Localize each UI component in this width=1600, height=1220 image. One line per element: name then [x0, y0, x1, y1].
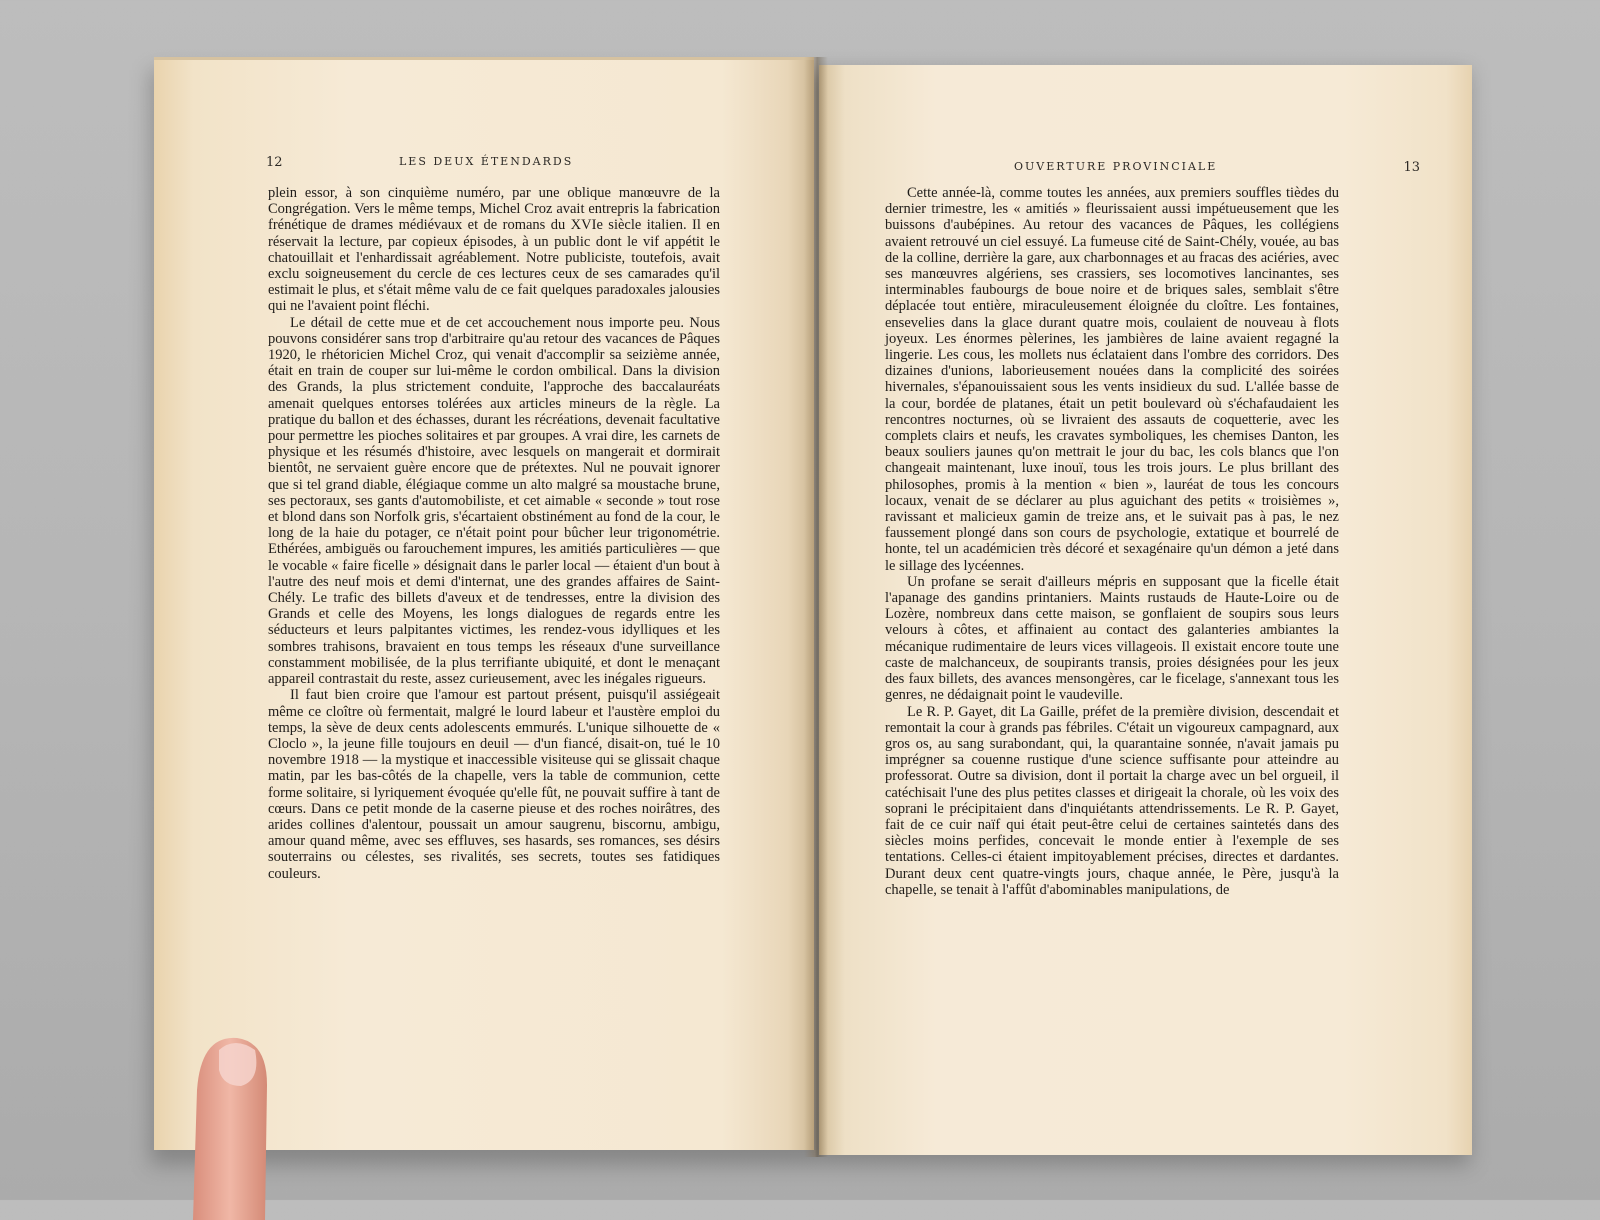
right-running-title: OUVERTURE PROVINCIALE — [1014, 160, 1218, 173]
open-book — [154, 57, 1472, 1152]
left-running-head — [154, 155, 814, 171]
right-page — [819, 65, 1472, 1155]
right-page-number: 13 — [1403, 160, 1420, 175]
book-gutter — [804, 57, 828, 1157]
paragraph: Le R. P. Gayet, dit La Gaille, préfet de la première division, descendait et remontait la cour à grands pas fébriles. C'était un vigoureux campagnard, aux gros os, au sang surabondant, qui, la quarantaine sonnée, n'avait jamais pu imprégner sa couenne rustique d'une science suffisante pour atteindre au professorat. Outre sa division, dont il portait la charge avec un bel orgueil, il catéchisait l'une des plus petites classes et dirigeait la chorale, où les voix des soprani le précipitaient dans d'inquiétants attendrissements. Le R. P. Gayet, fait de ce cuir naïf qui était peut-être celui de certaines saintetés dans des siècles moins perfides, concevait le monde entier à l'exemple de ses tentations. Celles-ci étaient impitoyablement précises, directes et dardantes. Durant deux cent quatre-vingts jours, chaque année, le Père, jusqu'à la chapelle, se tenait à l'affût d'abominables manipulations, de — [885, 703, 1339, 898]
paragraph: plein essor, à son cinquième numéro, par une oblique manœuvre de la Congrégation. Vers le même temps, Michel Croz avait entrepris la fabrication frénétique de drames médiévaux et de romans du XVIe siècle italien. Il en réservait la lecture, par copieux épisodes, à un public dont le vif appétit le chatouillait et l'enhardissait agréablement. Notre publiciste, toutefois, avait exclu soigneusement du cercle de ces lectures ceux de ses camarades qu'il estimait le plus, et s'était même valu de ce fait quelques paradoxales jalousies qui ne l'avaient point fléchi. — [268, 185, 720, 315]
left-text-block — [268, 185, 720, 882]
paragraph: Cette année-là, comme toutes les années, aux premiers souffles tièdes du dernier trimestre, les « amitiés » fleurissaient aussi impétueusement que les buissons d'aubépines. Au retour des vacances de Pâques, les collégiens avaient retrouvé un ciel essuyé. La fumeuse cité de Saint-Chély, vouée, au bas de la colline, derrière la gare, aux charbonnages et au fracas des aciéries, avec ses manœuvres algériens, ses crassiers, ses locomotives lancinantes, ses interminables faubourgs de boue noire et de briques sales, semblait s'être déplacée tout entière, miraculeusement éloignée du cloître. Les fontaines, ensevelies dans la glace durant quatre mois, coulaient de nouveau à flots joyeux. Les énormes pèlerines, les jambières de laine avaient regagné la lingerie. Les cous, les mollets nus éclataient dans l'ombre des corridors. Des dizaines d'unions, laborieusement nouées dans la complicité des soirées hivernales, s'épanouissaient sous les vents insidieux du sud. L'allée basse de la cour, bordée de platanes, était un petit boulevard où s'échafaudaient les rencontres nocturnes, où se livraient des assauts de coquetterie, avec les complets clairs et neufs, les cravates symboliques, les chemises Danton, les beaux souliers jaunes qu'on mettrait le jour du bac, les cols blancs que l'on changeait maintenant, luxe inouï, tous les trois jours. Le plus brillant des philosophes, promis à la mention « bien », lauréat de tous les concours locaux, venait de se déclarer au plus aguichant des petits « troisièmes », ravissant et malicieux gamin de treize ans, et le suivait pas à pas, le nez faussement plongé dans son cours de psychologie, extatique et bourrelé de honte, tel un académicien très décoré et sexagénaire qu'un démon a jeté dans le sillage des lycéennes. — [885, 185, 1339, 574]
left-page — [154, 57, 814, 1150]
paragraph: Il faut bien croire que l'amour est partout présent, puisqu'il assiégeait même ce cloître où fermentait, malgré le lourd labeur et l'austère emploi du temps, la sève de deux cents adolescents emmurés. L'unique silhouette de « Cloclo », la jeune fille toujours en deuil — d'un fiancé, disait-on, tué le 10 novembre 1918 — la mystique et inaccessible visiteuse qui se glissait chaque matin, par les bas-côtés de la chapelle, vers la table de communion, cette forme solitaire, si lyriquement évoquée qu'elle fût, ne pouvait suffire à tant de cœurs. Dans ce petit monde de la caserne pieuse et des roches noirâtres, des arides collines d'alentour, poussait un amour saugrenu, biscornu, ambigu, amour quand même, avec ses effluves, ses hasards, ses romances, ses désirs souterrains ou célestes, ses rivalités, ses secrets, toutes ses fatidiques couleurs. — [268, 687, 720, 882]
right-text-block — [885, 185, 1339, 898]
paragraph: Un profane se serait d'ailleurs mépris en supposant que la ficelle était l'apanage des gandins printaniers. Maints rustauds de Haute-Loire ou de Lozère, nombreux dans cette maison, se gonflaient de soupirs sous leurs velours à côtes, et affinaient au contact des galanteries ambiantes la mécanique rudimentaire de leurs vices villageois. Il existait encore toute une caste de malchanceux, de soupirants transis, proies désignées pour les jeux des faux billets, des avances mensongères, car le ficelage, s'annexant tous les genres, ne dédaignait point le vaudeville. — [885, 573, 1339, 704]
finger — [175, 1030, 275, 1220]
paragraph: Le détail de cette mue et de cet accouchement nous importe peu. Nous pouvons considérer sans trop d'arbitraire qu'au retour des vacances de Pâques 1920, le rhétoricien Michel Croz, qui venait d'accomplir sa seizième année, était en train de couper sur lui-même le cordon ombilical. Dans la division des Grands, la plus strictement conduite, l'approche des baccalauréats amenait quelques entorses tolérées aux articles mineurs de la règle. La pratique du ballon et des échasses, durant les récréations, devenait facultative pour permettre les pioches solitaires et par groupes. A vrai dire, les carnets de physique et les résumés d'histoire, avec lesquels on mangerait et dormirait bientôt, ne servaient guère encore que de prétextes. Nul ne pouvait ignorer que si tel grand diable, élégiaque comme un alto malgré sa moustache brune, ses pectoraux, ses gants d'automobiliste, et cet aimable « seconde » tout rose et blond dans son Norfolk gris, s'écartaient obstinément au fond de la cour, le long de la haie du potager, ce n'était point pour bûcher leur trigonométrie. Ethérées, ambiguës ou farouchement impures, les amitiés particulières — que le vocable « faire ficelle » désignait dans le parler local — étaient d'un bout à l'autre des neuf mois et demi d'internat, une des grandes affaires de Saint-Chély. Le trafic des billets d'aveux et de tendresses, entre la division des Grands et celle des Moyens, les longs dialogues de regards entre les séducteurs et leurs palpitantes victimes, les rendez-vous idylliques et les sombres trahisons, bravaient en tous temps les réseaux d'une surveillance constamment mobilisée, de la plus terrifiante ubiquité, et dont le menaçant appareil contrastait du reste, assez curieusement, avec les inégales rigueurs. — [268, 314, 720, 688]
left-page-number: 12 — [266, 155, 283, 170]
left-running-title: LES DEUX ÉTENDARDS — [399, 155, 574, 168]
right-running-head — [819, 160, 1472, 176]
